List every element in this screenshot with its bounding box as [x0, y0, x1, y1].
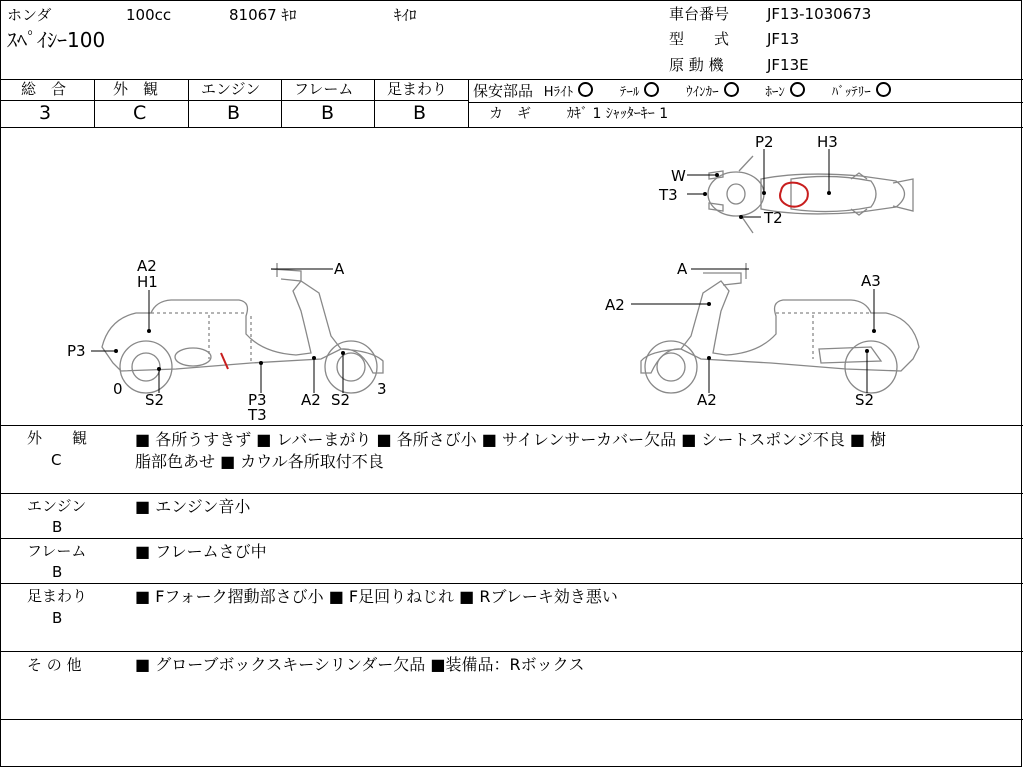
note-frame-label: フレーム: [27, 542, 87, 560]
key-value: ｶｷﾞ 1 ｼｬｯﾀｰｷｰ 1: [567, 106, 669, 122]
safety-horn: ﾎｰﾝ: [765, 85, 785, 100]
scooter-top-view: [708, 156, 913, 233]
winker-ok-mark: [724, 82, 739, 97]
suspension-grade: B: [413, 102, 427, 124]
type-value: JF13: [767, 30, 800, 48]
exterior-label: 外 観: [113, 80, 159, 98]
divider: [94, 79, 95, 127]
headlight-ok-mark: [578, 82, 593, 97]
safety-taillight: ﾃｰﾙ: [619, 85, 640, 100]
label-w: W: [671, 167, 686, 185]
label-a2: A2: [301, 391, 321, 409]
maker: ホンダ: [7, 6, 52, 24]
total-grade: 3: [39, 102, 52, 124]
note-line: ■ 各所うすきず ■ レバーまがり ■ 各所さび小 ■ サイレンサーカバー欠品 ■ シートスポンジ不良 ■ 樹: [135, 430, 887, 449]
model-name: ｽﾍﾟｲｼｰ100: [7, 28, 106, 52]
label-t3: T3: [248, 406, 267, 424]
displacement: 100cc: [126, 6, 172, 24]
note-suspension-label: 足まわり: [27, 587, 88, 605]
label-s2: S2: [145, 391, 165, 409]
label-s2: S2: [855, 391, 875, 409]
label-a3: A3: [861, 272, 881, 290]
suspension-label: 足まわり: [387, 80, 448, 98]
damage-mark: [780, 183, 808, 207]
label-t2: T2: [764, 209, 783, 227]
note-other-text: ■ グローブボックスキーシリンダー欠品 ■装備品：Rボックス: [135, 655, 585, 674]
engine-model-label: 原 動 機: [669, 56, 724, 74]
note-other-label: そ の 他: [27, 656, 82, 674]
label-s2: S2: [331, 391, 351, 409]
safety-headlight: Hﾗｲﾄ: [543, 85, 574, 100]
safety-winker: ｳｲﾝｶｰ: [686, 85, 719, 100]
safety-battery: ﾊﾞｯﾃﾘｰ: [831, 85, 871, 100]
label-p3: P3: [67, 342, 86, 360]
label-a2: A2: [605, 296, 625, 314]
divider: [188, 79, 189, 127]
label-h1: H1: [137, 273, 158, 291]
label-zero: 0: [113, 380, 123, 398]
label-a: A: [334, 260, 345, 278]
type-label: 型 式: [669, 30, 730, 48]
chassis-label: 車台番号: [669, 5, 730, 23]
divider: [1, 583, 1023, 584]
engine-grade: B: [227, 102, 241, 124]
note-exterior-label: 外 観: [27, 429, 88, 447]
note-engine-text: ■ エンジン音小: [135, 497, 251, 516]
chassis-value: JF13-1030673: [767, 5, 872, 23]
safety-label: 保安部品: [473, 82, 534, 100]
divider: [1, 425, 1023, 426]
note-frame-text: ■ フレームさび中: [135, 542, 267, 561]
engine-model-value: JF13E: [767, 56, 809, 74]
divider: [1, 100, 468, 101]
exterior-grade: C: [133, 102, 147, 124]
note-engine-grade: B: [52, 518, 63, 536]
divider: [1, 719, 1023, 720]
battery-ok-mark: [876, 82, 891, 97]
damage-mark: [221, 353, 228, 369]
engine-label: エンジン: [201, 80, 261, 98]
divider: [468, 102, 1023, 103]
mileage: 81067 ｷﾛ: [229, 6, 297, 24]
label-p3: P3: [248, 391, 267, 409]
divider: [281, 79, 282, 127]
divider: [374, 79, 375, 127]
note-line: 脂部色あせ ■ カウル各所取付不良: [135, 452, 384, 471]
note-suspension-grade: B: [52, 609, 63, 627]
label-a: A: [677, 260, 688, 278]
divider: [1, 538, 1023, 539]
safety-parts: [473, 82, 891, 99]
label-t3: T3: [659, 186, 678, 204]
note-exterior-text: [135, 429, 886, 473]
frame-label: フレーム: [294, 80, 354, 98]
label-a2: A2: [137, 257, 157, 275]
mileage-unit: ｷｲﾛ: [394, 6, 417, 24]
key-label: カ ギ: [489, 106, 531, 122]
divider: [1, 651, 1023, 652]
taillight-ok-mark: [644, 82, 659, 97]
note-exterior-grade: C: [51, 451, 62, 469]
label-p2: P2: [755, 133, 774, 151]
divider: [468, 79, 469, 127]
note-engine-label: エンジン: [27, 497, 87, 515]
total-label: 総 合: [21, 80, 67, 98]
note-frame-grade: B: [52, 563, 63, 581]
scooter-diagram: [1, 128, 1023, 425]
frame-grade: B: [321, 102, 335, 124]
label-three: 3: [377, 380, 387, 398]
note-suspension-text: ■ Fフォーク摺動部さび小 ■ F足回りねじれ ■ Rブレーキ効き悪い: [135, 587, 618, 606]
horn-ok-mark: [790, 82, 805, 97]
label-h3: H3: [817, 133, 838, 151]
divider: [1, 493, 1023, 494]
label-a2: A2: [697, 391, 717, 409]
